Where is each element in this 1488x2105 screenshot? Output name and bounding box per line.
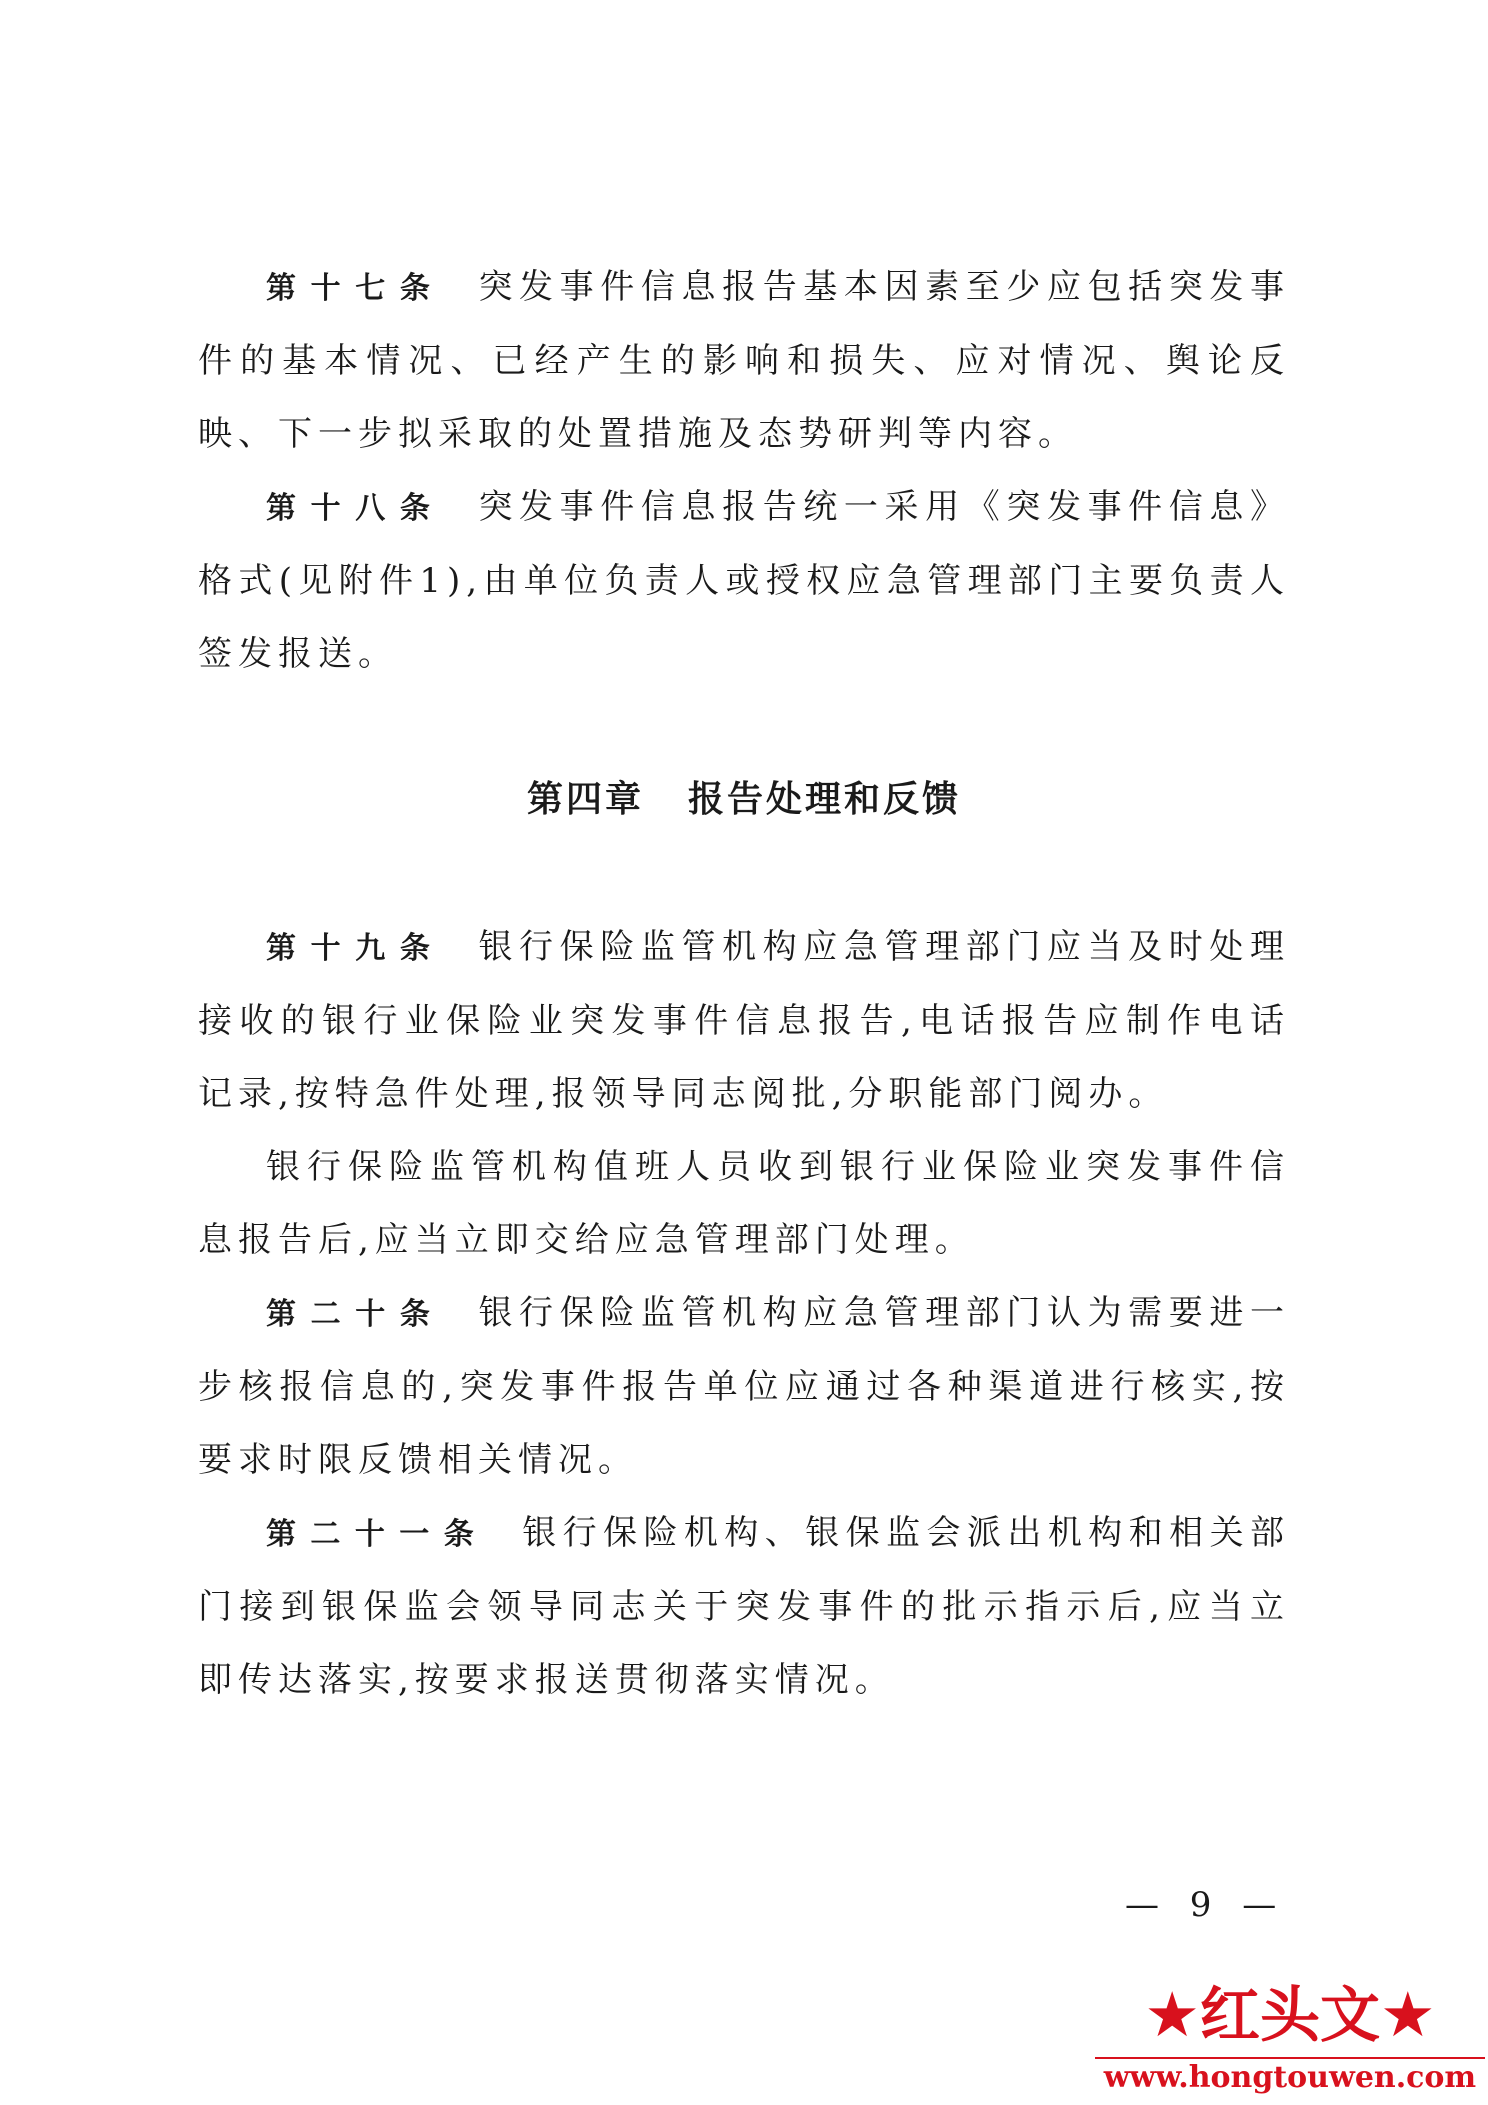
watermark-url: www.hongtouwen.com — [1095, 2057, 1485, 2097]
article-20 — [198, 1277, 1290, 1497]
star-icon: ★ — [1380, 1978, 1436, 2051]
article-number: 第十八条 — [266, 491, 445, 526]
article-number: 第十九条 — [266, 931, 445, 966]
article-text: 银行保险监管机构值班人员收到银行业保险业突发事件信息报告后,应当立即交给应急管理部门处理。 — [198, 1147, 1290, 1260]
article-17 — [198, 251, 1290, 471]
article-text: 银行保险监管机构应急管理部门认为需要进一步核报信息的,突发事件报告单位应通过各种渠道进行核实,按要求时限反馈相关情况。 — [198, 1293, 1291, 1480]
article-18 — [198, 471, 1290, 691]
article-text: 突发事件信息报告基本因素至少应包括突发事件的基本情况、已经产生的影响和损失、应对情况、舆论反映、下一步拟采取的处置措施及态势研判等内容。 — [198, 267, 1291, 454]
article-text: 突发事件信息报告统一采用《突发事件信息》格式(见附件1),由单位负责人或授权应急管理部门主要负责人签发报送。 — [198, 487, 1291, 674]
article-19 — [198, 911, 1290, 1131]
article-19-paragraph-2 — [198, 1131, 1290, 1277]
articles-bottom — [198, 911, 1290, 1717]
article-number: 第二十条 — [266, 1297, 445, 1332]
article-number: 第十七条 — [266, 271, 445, 306]
watermark-title-text: 红头文 — [1200, 1981, 1380, 2051]
articles-top — [198, 251, 1290, 691]
chapter-number: 第四章 — [526, 779, 644, 820]
article-number: 第二十一条 — [266, 1517, 489, 1552]
watermark-title — [1095, 1975, 1485, 2056]
article-text: 银行保险监管机构应急管理部门应当及时处理接收的银行业保险业突发事件信息报告,电话报告应制作电话记录,按特急件处理,报领导同志阅批,分职能部门阅办。 — [198, 927, 1291, 1114]
watermark-logo — [1095, 1975, 1485, 2100]
chapter-heading — [0, 775, 1488, 825]
page-number: — 9 — — [1125, 1885, 1287, 1925]
article-21 — [198, 1497, 1290, 1717]
chapter-title: 报告处理和反馈 — [688, 779, 962, 820]
star-icon: ★ — [1144, 1978, 1200, 2051]
article-text: 银行保险机构、银保监会派出机构和相关部门接到银保监会领导同志关于突发事件的批示指示后,应当立即传达落实,按要求报送贯彻落实情况。 — [198, 1513, 1291, 1700]
